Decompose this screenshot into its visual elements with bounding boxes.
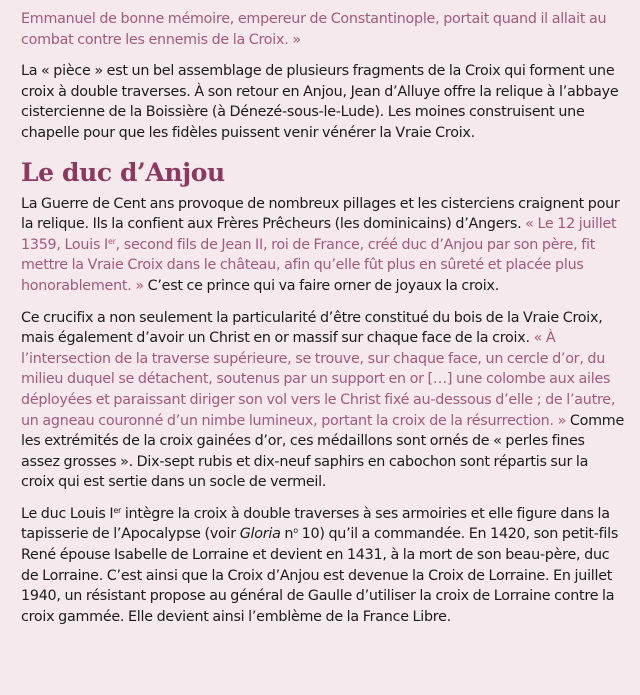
guerre-quote-start: « Le 12 juillet 1359, Louis I xyxy=(21,216,617,253)
guerre-paragraph xyxy=(21,194,624,297)
gloria-reference: Gloria xyxy=(239,526,281,543)
crucifix-quote: « À l’intersection de la traverse supérieure, se trouve, sur chaque face, un cercle d’or, du milieu duquel se détachent, soutenus par un support en or […] une colombe aux ailes déployées et paraissant diriger son vol vers le Christ fixé au-dessous d’elle ; de l’autre, un agneau couronné d’un nimbe lumineux, portant la croix de la résurrection. » xyxy=(21,330,616,429)
intro-quote-paragraph xyxy=(21,9,624,50)
crucifix-intro: Ce crucifix a non seulement la particularité d’être constitué du bois de la Vraie Croix, mais également d’avoir un Christ en or massif sur chaque face de la croix. xyxy=(21,309,603,347)
numero-superscript: o xyxy=(293,526,298,536)
crucifix-paragraph xyxy=(21,308,624,493)
guerre-outro: C’est ce prince qui va faire orner de joyaux la croix. xyxy=(143,277,500,294)
ordinal-superscript: er xyxy=(107,236,116,246)
section-heading: Le duc d’Anjou xyxy=(21,157,225,187)
intro-quote: Emmanuel de bonne mémoire, empereur de Constantinople, portait quand il allait au combat contre les ennemis de la Croix. » xyxy=(21,11,607,48)
louis-text-c: n xyxy=(280,526,294,543)
louis-paragraph xyxy=(21,504,624,628)
piece-paragraph: La « pièce » est un bel assemblage de plusieurs fragments de la Croix qui forment une croix à double traverses. À son retour en Anjou, Jean d’Alluye offre la relique à l’abbaye cistercienne de la Boissière (à Dénezé-sous-le-Lude). Les moines construisent une chapelle pour que les fidèles puissent venir vénérer la Vraie Croix. xyxy=(21,63,619,141)
louis-text-a: Le duc Louis I xyxy=(21,505,114,522)
guerre-quote-end: , second fils de Jean II, roi de France, créé duc d’Anjou par son père, fit mettre la Vraie Croix dans le château, afin qu’elle fût plus en sûreté et placée plus honorablement. » xyxy=(21,236,596,294)
guerre-intro: La Guerre de Cent ans provoque de nombreux pillages et les cisterciens craignent pour la relique. Ils la confient aux Frères Prêcheurs (les dominicains) d’Angers. xyxy=(21,195,620,233)
louis-text-d: 10) qu’il a commandée. En 1420, son petit-fils René épouse Isabelle de Lorraine et devient en 1431, à la mort de son beau-père, duc de Lorraine. C’est ainsi que la Croix d’Anjou est devenue la Croix de Lorraine. En juillet 1940, un résistant propose au général de Gaulle d’utiliser la croix de Lorraine contre la croix gammée. Elle devient ainsi l’emblème de la France Libre. xyxy=(21,526,619,625)
ordinal-superscript: er xyxy=(113,505,122,515)
louis-text-b: intègre la croix à double traverses à ses armoiries et elle figure dans la tapisserie de l’Apocalypse (voir xyxy=(21,505,610,543)
crucifix-outro: Comme les extrémités de la croix gainées d’or, ces médaillons sont ornés de « perles fines assez grosses ». Dix-sept rubis et dix-neuf saphirs en cabochon sont répartis sur la croix qui est sertie dans un socle de vermeil. xyxy=(21,412,625,491)
